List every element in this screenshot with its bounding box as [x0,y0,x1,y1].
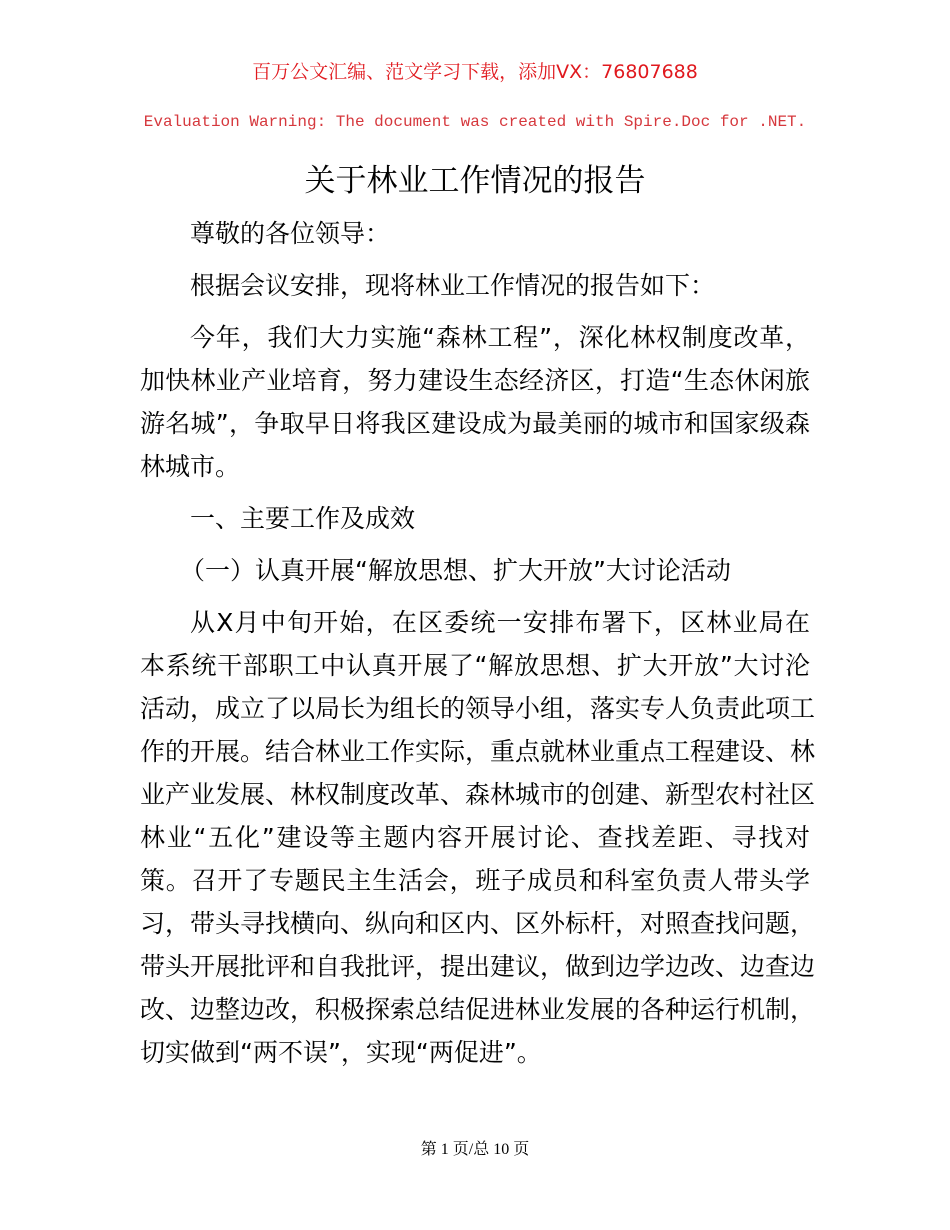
paragraph [140,601,816,1074]
paragraph-line: 今年，我们大力实施“森林工程”，深化林权制度改革， [190,323,810,352]
paragraph [140,212,810,255]
evaluation-warning: Evaluation Warning: The document was created with Spire.Doc for .NET. [143,113,807,131]
paragraph [140,549,810,592]
paragraph [140,497,810,540]
paragraph-line: 业产业发展、林权制度改革、森林城市的创建、新型农村社区 [140,780,816,809]
paragraph-line: 林业“五化”建设等主题内容开展讨论、查找差距、寻找对 [140,823,810,852]
page-footer: 第 1 页/总 10 页 [420,1141,530,1158]
document-body [140,212,816,1083]
paragraph-line: 切实做到“两不误”，实现“两促进”。 [140,1038,542,1067]
document-title: 关于林业工作情况的报告 [304,163,646,199]
paragraph-line: 活动，成立了以局长为组长的领导小组，落实专人负责此项工 [140,694,816,723]
paragraph-line: 本系统干部职工中认真开展了“解放思想、扩大开放”大讨沦 [140,651,810,680]
paragraph-line: 林城市。 [140,452,241,481]
paragraph [140,316,810,488]
paragraph-line: 习，带头寻找横向、纵向和区内、区外标杆，对照查找问题， [140,909,816,938]
paragraph-line: 策。召开了专题民主生活会，班子成员和科室负责人带头学 [140,866,810,895]
paragraph-line: 改、边整边改，积极探索总结促进林业发展的各种运行机制， [140,995,816,1024]
paragraph-line: 尊敬的各位领导： [190,219,391,248]
paragraph-line: （一）认真开展“解放思想、扩大开放”大讨论活动 [180,556,731,585]
paragraph [140,264,810,307]
paragraph-line: 根据会议安排，现将林业工作情况的报告如下： [190,271,716,300]
paragraph-line: 游名城”，争取早日将我区建设成为最美丽的城市和国家级森 [140,409,810,438]
paragraph-line: 加快林业产业培育，努力建设生态经济区，打造“生态休闲旅 [140,366,810,395]
paragraph-line: 一、主要工作及成效 [190,504,416,533]
paragraph-line: 作的开展。结合林业工作实际，重点就林业重点工程建设、林 [140,737,816,766]
paragraph-line: 带头开展批评和自我批评，提出建议，做到边学边改、边查边 [140,952,816,981]
paragraph-line: 从X月中旬开始，在区委统一安排布署下，区林业局在 [190,608,810,637]
promo-banner: 百万公文汇编、范文学习下载，添加VX：76807688 [252,61,698,83]
